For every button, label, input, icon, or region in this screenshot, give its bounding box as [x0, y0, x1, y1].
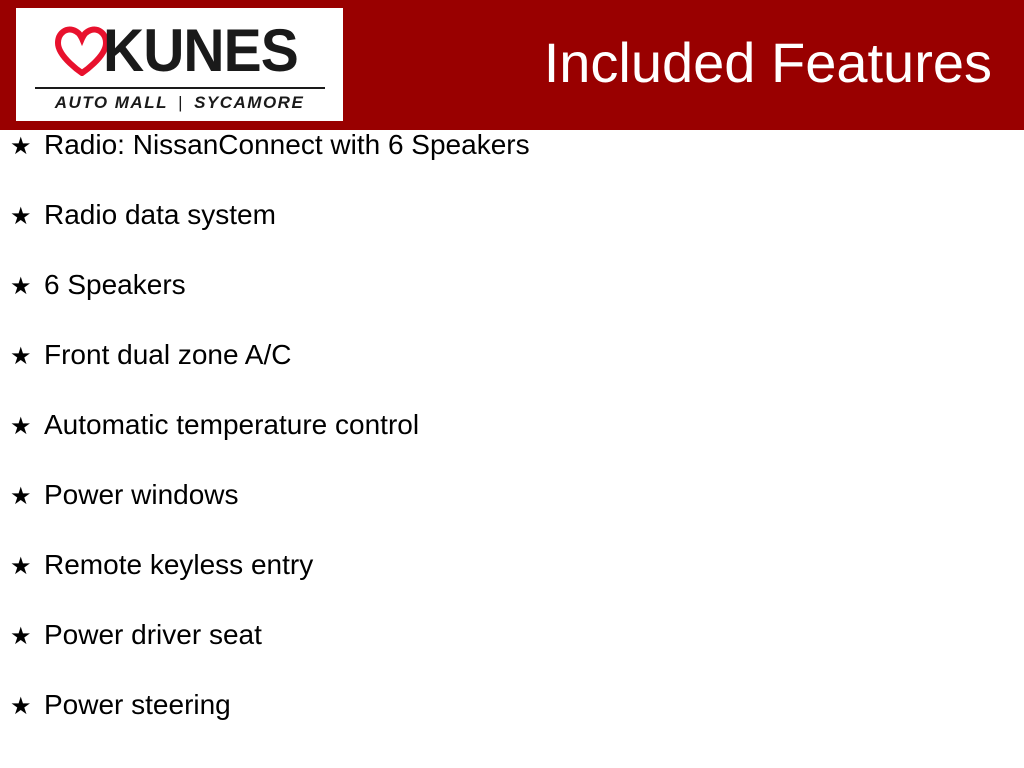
feature-label: Remote keyless entry [44, 549, 314, 580]
star-icon: ★ [10, 483, 32, 510]
logo-subtitle-separator: | [177, 92, 184, 112]
feature-label: Automatic temperature control [44, 409, 420, 440]
star-icon: ★ [10, 413, 32, 440]
star-icon: ★ [10, 343, 32, 370]
list-item [0, 270, 1024, 340]
feature-label: Radio: NissanConnect with 6 Speakers [44, 129, 530, 160]
star-icon: ★ [10, 273, 32, 300]
feature-label: 6 Speakers [44, 269, 186, 300]
list-item [0, 480, 1024, 550]
list-item [0, 130, 1024, 200]
list-item [0, 340, 1024, 410]
page-title: Included Features [543, 31, 992, 94]
list-item [0, 410, 1024, 480]
feature-label: Power windows [44, 479, 239, 510]
star-icon: ★ [10, 553, 32, 580]
list-item [0, 620, 1024, 690]
list-item [0, 690, 1024, 760]
feature-label: Radio data system [44, 199, 276, 230]
header-bar [0, 0, 1024, 130]
heart-icon [55, 26, 109, 76]
logo-wordmark-row [16, 17, 343, 85]
star-icon: ★ [10, 133, 32, 160]
star-icon: ★ [10, 693, 32, 720]
feature-label: Power steering [44, 689, 231, 720]
star-icon: ★ [10, 623, 32, 650]
logo-wordmark: KUNES [102, 16, 298, 84]
logo-subtitle-right: SYCAMORE [194, 92, 305, 112]
feature-label: Front dual zone A/C [44, 339, 292, 370]
list-item [0, 200, 1024, 270]
feature-label: Power driver seat [44, 619, 262, 650]
logo-subtitle [55, 93, 305, 113]
features-list [0, 130, 1024, 760]
logo-divider [35, 87, 325, 89]
star-icon: ★ [10, 203, 32, 230]
logo-subtitle-left: AUTO MALL [54, 92, 168, 112]
list-item [0, 550, 1024, 620]
dealer-logo [16, 8, 343, 121]
